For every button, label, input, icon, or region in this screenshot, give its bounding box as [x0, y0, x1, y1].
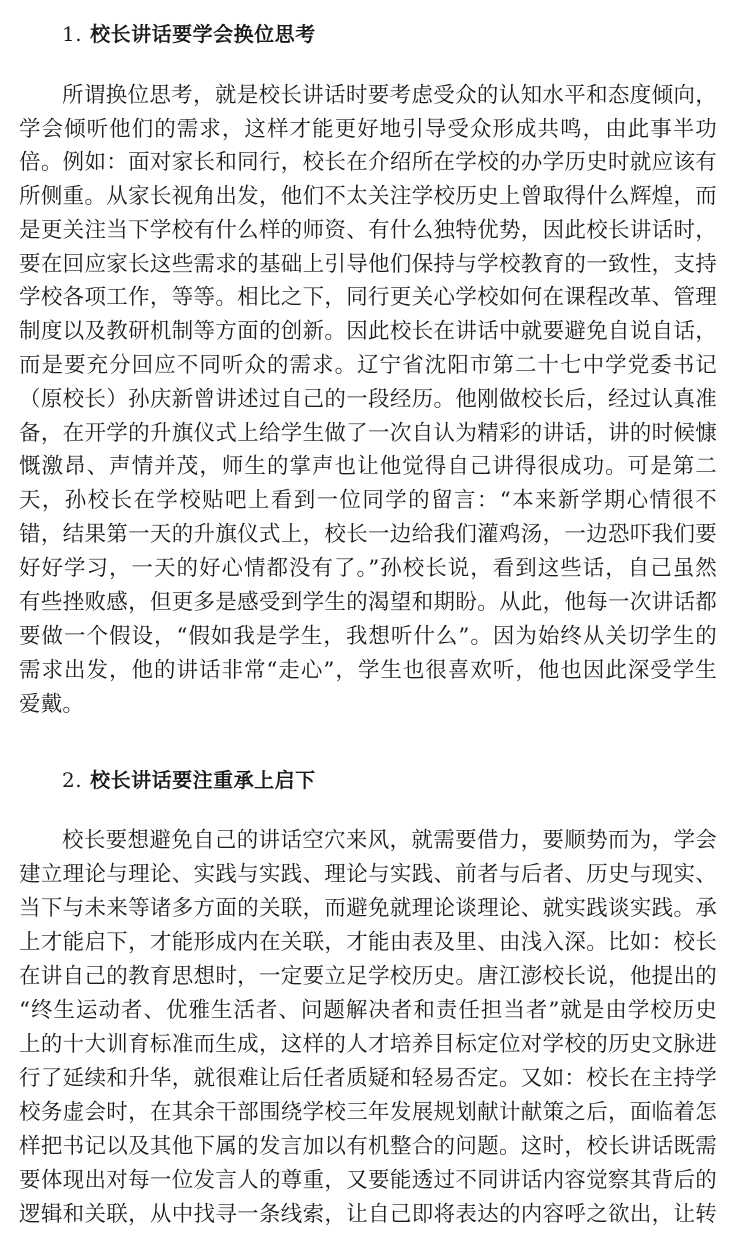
- paragraph-line: 在讲自己的教育思想时，一定要立足学校历史。唐江澎校长说，他提出的: [19, 964, 717, 989]
- paragraph-line: 需求出发，他的讲话非常“走心”，学生也很喜欢听，他也因此深受学生: [19, 658, 717, 683]
- paragraph-line: 备，在开学的升旗仪式上给学生做了一次自认为精彩的讲话，讲的时候慷: [19, 421, 717, 446]
- paragraph-line: 有些挫败感，但更多是感受到学生的渴望和期盼。从此，他每一次讲话都: [19, 590, 717, 615]
- paragraph-line: 爱戴。: [19, 692, 85, 717]
- paragraph-line: 所侧重。从家长视角出发，他们不太关注学校历史上曾取得什么辉煌，而: [19, 184, 717, 209]
- paragraph-line: 要体现出对每一位发言人的尊重，又要能透过不同讲话内容觉察其背后的: [19, 1168, 717, 1193]
- paragraph-line: （原校长）孙庆新曾讲述过自己的一段经历。他刚做校长后，经过认真准: [19, 387, 717, 412]
- paragraph-line: 样把书记以及其他下属的发言加以有机整合的问题。这时，校长讲话既需: [19, 1134, 717, 1159]
- section-2-heading: [62, 766, 316, 794]
- paragraph-line: 当下与未来等诸多方面的关联，而避免就理论谈理论、就实践谈实践。承: [19, 896, 717, 921]
- paragraph-line: 建立理论与理论、实践与实践、理论与实践、前者与后者、历史与现实、: [19, 862, 717, 887]
- section-1-number: 1.: [62, 22, 83, 46]
- paragraph-line: 制度以及教研机制等方面的创新。因此校长在讲话中就要避免自说自话，: [19, 319, 717, 344]
- paragraph-line: 学会倾听他们的需求，这样才能更好地引导受众形成共鸣，由此事半功: [19, 117, 717, 142]
- paragraph-line: 要做一个假设，“假如我是学生，我想听什么”。因为始终从关切学生的: [19, 624, 717, 649]
- paragraph-line: 倍。例如：面对家长和同行，校长在介绍所在学校的办学历史时就应该有: [19, 150, 717, 175]
- paragraph-line: 所谓换位思考，就是校长讲话时要考虑受众的认知水平和态度倾向，: [62, 83, 717, 108]
- paragraph-line: 是更关注当下学校有什么样的师资、有什么独特优势，因此校长讲话时，: [19, 218, 717, 243]
- paragraph-line: 校务虚会时，在其余干部围绕学校三年发展规划献计献策之后，面临着怎: [19, 1100, 717, 1125]
- section-2-number: 2.: [62, 768, 83, 792]
- paragraph-line: 要在回应家长这些需求的基础上引导他们保持与学校教育的一致性，支持: [19, 252, 717, 277]
- paragraph-line: 错，结果第一天的升旗仪式上，校长一边给我们灌鸡汤，一边恐吓我们要: [19, 522, 717, 547]
- section-1-title: 校长讲话要学会换位思考: [90, 22, 316, 46]
- paragraph-line: 行了延续和升华，就很难让后任者质疑和轻易否定。又如：校长在主持学: [19, 1066, 717, 1091]
- section-1-heading: [62, 20, 316, 48]
- paragraph-line: 天，孙校长在学校贴吧上看到一位同学的留言：“本来新学期心情很不: [19, 488, 717, 513]
- paragraph-line: “终生运动者、优雅生活者、问题解决者和责任担当者”就是由学校历史: [19, 998, 717, 1023]
- paragraph-line: 校长要想避免自己的讲话空穴来风，就需要借力，要顺势而为，学会: [62, 828, 717, 853]
- paragraph-line: 好好学习，一天的好心情都没有了。”孙校长说，看到这些话，自己虽然: [19, 556, 717, 581]
- section-2-title: 校长讲话要注重承上启下: [90, 768, 316, 792]
- paragraph-line: 而是要充分回应不同听众的需求。辽宁省沈阳市第二十七中学党委书记: [19, 353, 717, 378]
- paragraph-line: 学校各项工作，等等。相比之下，同行更关心学校如何在课程改革、管理: [19, 285, 717, 310]
- paragraph-line: 慨激昂、声情并茂，师生的掌声也让他觉得自己讲得很成功。可是第二: [19, 454, 717, 479]
- paragraph-line: 逻辑和关联，从中找寻一条线索，让自己即将表达的内容呼之欲出，让转: [19, 1202, 717, 1227]
- paragraph-line: 上的十大训育标准而生成，这样的人才培养目标定位对学校的历史文脉进: [19, 1032, 717, 1057]
- paragraph-line: 上才能启下，才能形成内在关联，才能由表及里、由浅入深。比如：校长: [19, 930, 717, 955]
